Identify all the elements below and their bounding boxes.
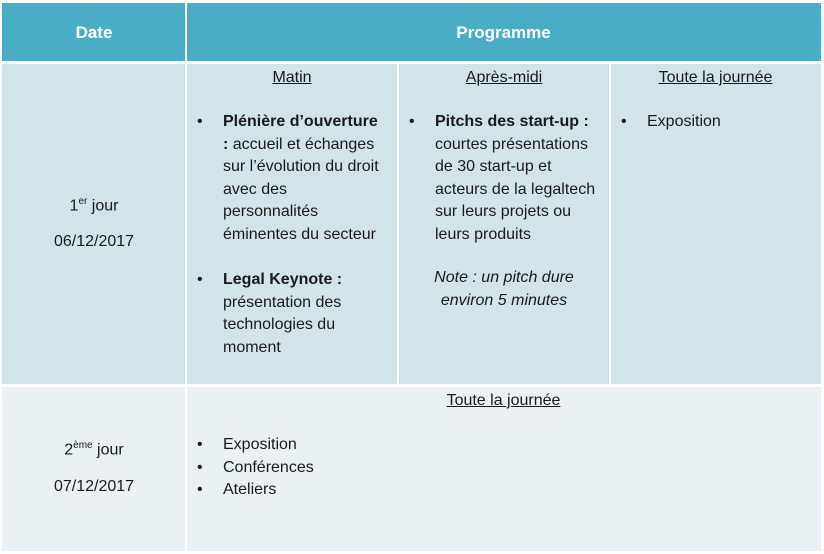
day1-morning-cell [186, 62, 398, 385]
list-item: • Plénière d’ouverture : accueil et échanges sur l’évolution du droit avec des personnalités éminentes du secteur [194, 111, 390, 246]
programme-table [2, 3, 821, 551]
list-item: • Exposition [194, 434, 813, 457]
grid-divider [185, 3, 187, 551]
day1-date-cell [2, 62, 186, 385]
morning-list [194, 111, 390, 359]
day2-date: 07/12/2017 [53, 477, 135, 495]
grid-divider [609, 62, 611, 385]
list-item: • Ateliers [194, 479, 813, 502]
grid-divider [397, 62, 399, 385]
day1-allday-cell [610, 62, 821, 385]
day1-date: 06/12/2017 [53, 233, 135, 251]
day2-allday-heading: Toute la journée [446, 392, 561, 409]
list-item: • Conférences [194, 457, 813, 480]
day2-allday-cell [186, 385, 821, 551]
day2-label: 2ème jour [64, 440, 124, 459]
list-item: • Exposition [618, 111, 813, 134]
grid-divider [2, 384, 821, 387]
afternoon-list [406, 111, 602, 246]
day1-afternoon-cell [398, 62, 610, 385]
day2-date-cell [2, 385, 186, 551]
pitch-note: Note : un pitch dure environ 5 minutes [434, 269, 574, 309]
list-item: • Pitchs des start-up : courtes présentations de 30 start-up et acteurs de la legaltech sur leurs projets ou leurs produits [406, 111, 602, 246]
afternoon-heading: Après-midi [465, 69, 543, 86]
day1-label: 1er jour [69, 195, 119, 215]
programme-column-header: Programme [186, 3, 821, 62]
list-item: • Legal Keynote : présentation des technologies du moment [194, 269, 390, 359]
grid-divider [2, 61, 821, 64]
morning-heading: Matin [272, 69, 312, 86]
date-column-header: Date [2, 3, 186, 62]
day2-list [194, 434, 813, 502]
allday-heading: Toute la journée [658, 69, 773, 86]
allday-list [618, 111, 813, 134]
